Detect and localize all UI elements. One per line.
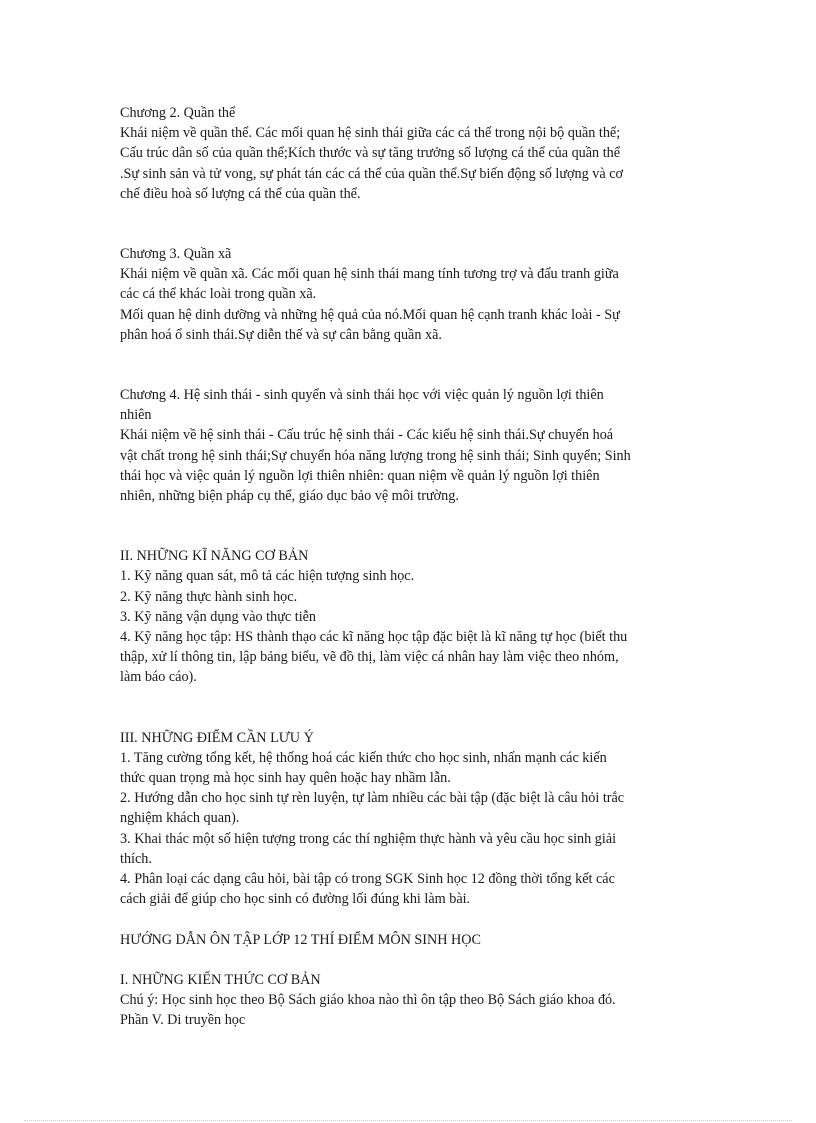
list-item-continued: thập, xử lí thông tin, lập bảng biểu, vẽ đồ thị, làm việc cá nhân hay làm việc theo nhóm, [120,649,619,666]
paragraph-line: Khái niệm về hệ sinh thái - Cấu trúc hệ sinh thái - Các kiểu hệ sinh thái.Sự chuyển hoá [120,427,614,444]
section-chuong-4 [120,385,700,506]
paragraph-line: nhiên, những biện pháp cụ thể, giáo dục bảo vệ môi trường. [120,488,459,505]
chapter-heading-continued: nhiên [120,407,152,424]
paragraph-line: Chú ý: Học sinh học theo Bộ Sách giáo khoa nào thì ôn tập theo Bộ Sách giáo khoa đó. [120,991,616,1008]
list-item: 3. Khai thác một số hiện tượng trong các thí nghiệm thực hành và yêu cầu học sinh giải [120,830,617,847]
paragraph-line: vật chất trong hệ sinh thái;Sự chuyển hóa năng lượng trong hệ sinh thái; Sinh quyển; Sinh [120,447,631,464]
list-item-continued: thức quan trọng mà học sinh hay quên hoặc hay nhầm lẫn. [120,770,451,787]
list-item-continued: thích. [120,850,152,867]
paragraph-line: Khái niệm về quần xã. Các mối quan hệ sinh thái mang tính tương trợ và đấu tranh giữa [120,266,619,283]
paragraph-line: chế điều hoà số lượng cá thể của quần thể. [120,185,361,202]
list-item-continued: làm báo cáo). [120,669,197,686]
chapter-heading: Chương 4. Hệ sinh thái - sinh quyển và sinh thái học với việc quản lý nguồn lợi thiên [120,387,604,404]
spacer [120,950,700,970]
section-heading: I. NHỮNG KIẾN THỨC CƠ BẢN [120,971,321,988]
paragraph-line: thái học và việc quản lý nguồn lợi thiên nhiên: quan niệm về quản lý nguồn lợi thiên [120,467,600,484]
chapter-heading: Chương 2. Quần thể [120,105,236,121]
section-luu-y [120,728,700,910]
section-chuong-2 [120,103,700,204]
paragraph-line: Cấu trúc dân số của quần thể;Kích thước và sự tăng trưởng số lượng cá thể của quần thể [120,145,621,162]
list-item: 2. Hướng dẫn cho học sinh tự rèn luyện, tự làm nhiều các bài tập (đặc biệt là câu hỏi trắc [120,790,625,807]
spacer [120,910,700,930]
spacer [120,204,700,244]
paragraph-line: Mối quan hệ dinh dưỡng và những hệ quả của nó.Mối quan hệ cạnh tranh khác loài - Sự [120,306,620,323]
spacer [120,688,700,728]
paragraph-line: các cá thể khác loài trong quần xã. [120,286,317,303]
page-bottom-divider [24,1120,792,1121]
list-item-continued: cách giải để giúp cho học sinh có đường lối đúng khi làm bài. [120,891,471,908]
section-heading: II. NHỮNG KĨ NĂNG CƠ BẢN [120,548,309,565]
section-huong-dan [120,930,700,950]
list-item: 4. Kỹ năng học tập: HS thành thạo các kĩ năng học tập đặc biệt là kĩ năng tự học (biết thu [120,629,628,646]
spacer [120,345,700,385]
list-item: 3. Kỹ năng vận dụng vào thực tiễn [120,608,317,625]
section-kien-thuc [120,970,700,1031]
part-heading: Phần V. Di truyền học [120,1012,246,1029]
paragraph-line: .Sự sinh sản và tử vong, sự phát tán các cá thể của quần thể.Sự biến động số lượng và cơ [120,165,624,182]
list-item: 1. Kỹ năng quan sát, mô tả các hiện tượng sinh học. [120,568,415,585]
document-body [120,103,700,1030]
spacer [120,506,700,546]
list-item: 2. Kỹ năng thực hành sinh học. [120,588,298,605]
list-item: 1. Tăng cường tổng kết, hệ thống hoá các kiến thức cho học sinh, nhấn mạnh các kiến [120,749,607,766]
paragraph-line: Khái niệm về quần thể. Các mối quan hệ sinh thái giữa các cá thể trong nội bộ quần thể; [120,125,621,142]
paragraph-line: phân hoá ổ sinh thái.Sự diễn thế và sự cân bằng quần xã. [120,326,442,343]
list-item: 4. Phân loại các dạng câu hỏi, bài tập có trong SGK Sinh học 12 đồng thời tổng kết các [120,871,615,888]
section-chuong-3 [120,244,700,345]
document-heading: HƯỚNG DẪN ÔN TẬP LỚP 12 THÍ ĐIỂM MÔN SINH HỌC [120,931,481,948]
list-item-continued: nghiệm khách quan). [120,810,240,827]
section-heading: III. NHỮNG ĐIỂM CẦN LƯU Ý [120,729,314,746]
chapter-heading: Chương 3. Quần xã [120,246,232,263]
section-ki-nang [120,546,700,687]
